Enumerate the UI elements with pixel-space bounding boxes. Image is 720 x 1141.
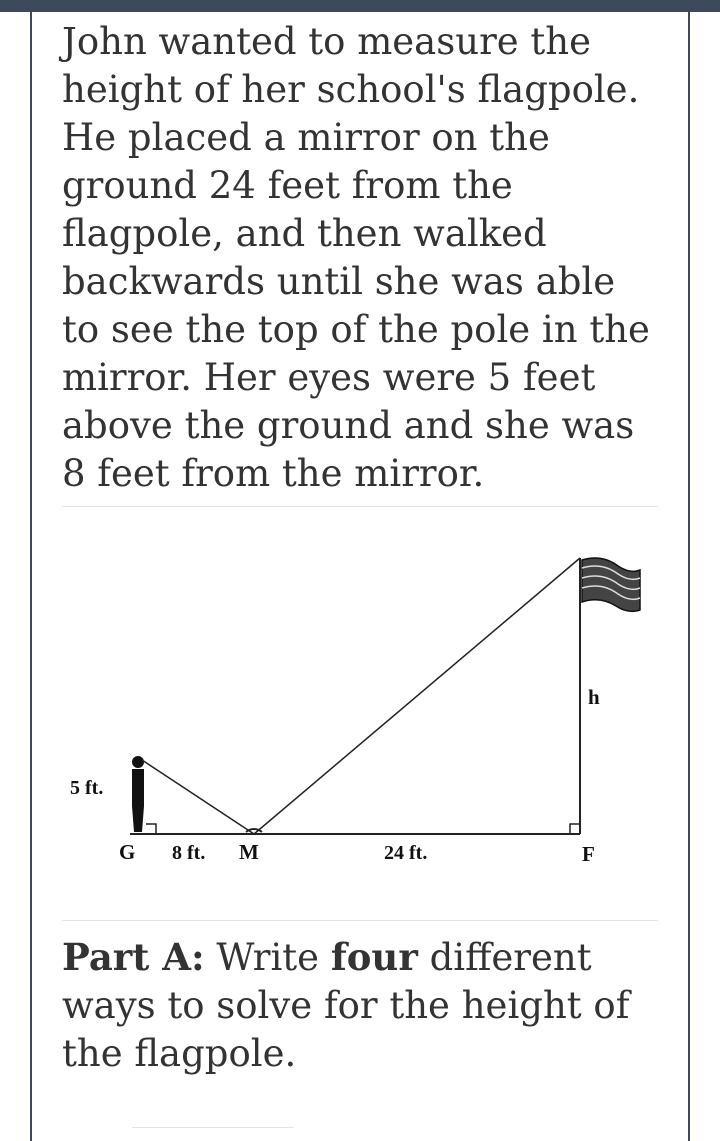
part-a-emphasis: four: [330, 935, 418, 979]
divider-top: [62, 506, 658, 507]
problem-line: John wanted to measure the: [62, 20, 592, 63]
label-pole-height: h: [588, 685, 600, 709]
divider-bottom: [62, 920, 658, 921]
top-bar: [0, 0, 720, 12]
part-a-question: [62, 933, 662, 1078]
problem-line: flagpole, and then walked: [62, 212, 547, 255]
problem-line: 8 feet from the mirror.: [62, 452, 485, 495]
problem-line: He placed a mirror on the: [62, 116, 550, 159]
problem-line: ground 24 feet from the: [62, 164, 513, 207]
label-dist-gm: 8 ft.: [172, 842, 206, 864]
part-a-text: different: [417, 936, 592, 979]
part-a-line: the flagpole.: [62, 1032, 297, 1075]
right-angle-f: [570, 824, 580, 834]
part-a-line: ways to solve for the height of: [62, 984, 630, 1027]
flagpole-diagram: [62, 540, 658, 890]
left-frame-border: [30, 12, 32, 1141]
problem-line: height of her school's flagpole.: [62, 68, 640, 111]
diagram-drawing: [62, 540, 658, 890]
problem-line: backwards until she was able: [62, 260, 616, 303]
mirror-icon: [246, 829, 262, 832]
flag-icon: [582, 558, 640, 611]
problem-line: above the ground and she was: [62, 404, 635, 447]
part-a-text: Write: [204, 936, 331, 979]
label-person-height: 5 ft.: [70, 777, 104, 799]
sight-line-pole: [254, 558, 580, 834]
person-icon: [132, 756, 144, 832]
sight-line-eye: [142, 760, 254, 834]
label-point-m: M: [239, 840, 259, 864]
answer-divider: [132, 1127, 294, 1128]
problem-line: to see the top of the pole in the: [62, 308, 650, 351]
label-point-g: G: [119, 840, 136, 864]
problem-statement: [62, 18, 662, 498]
right-angle-g: [146, 824, 156, 834]
right-frame-border: [688, 12, 690, 1141]
label-dist-mf: 24 ft.: [384, 842, 428, 864]
problem-line: mirror. Her eyes were 5 feet: [62, 356, 596, 399]
label-point-f: F: [582, 842, 595, 866]
part-a-prefix: Part A:: [62, 935, 205, 979]
